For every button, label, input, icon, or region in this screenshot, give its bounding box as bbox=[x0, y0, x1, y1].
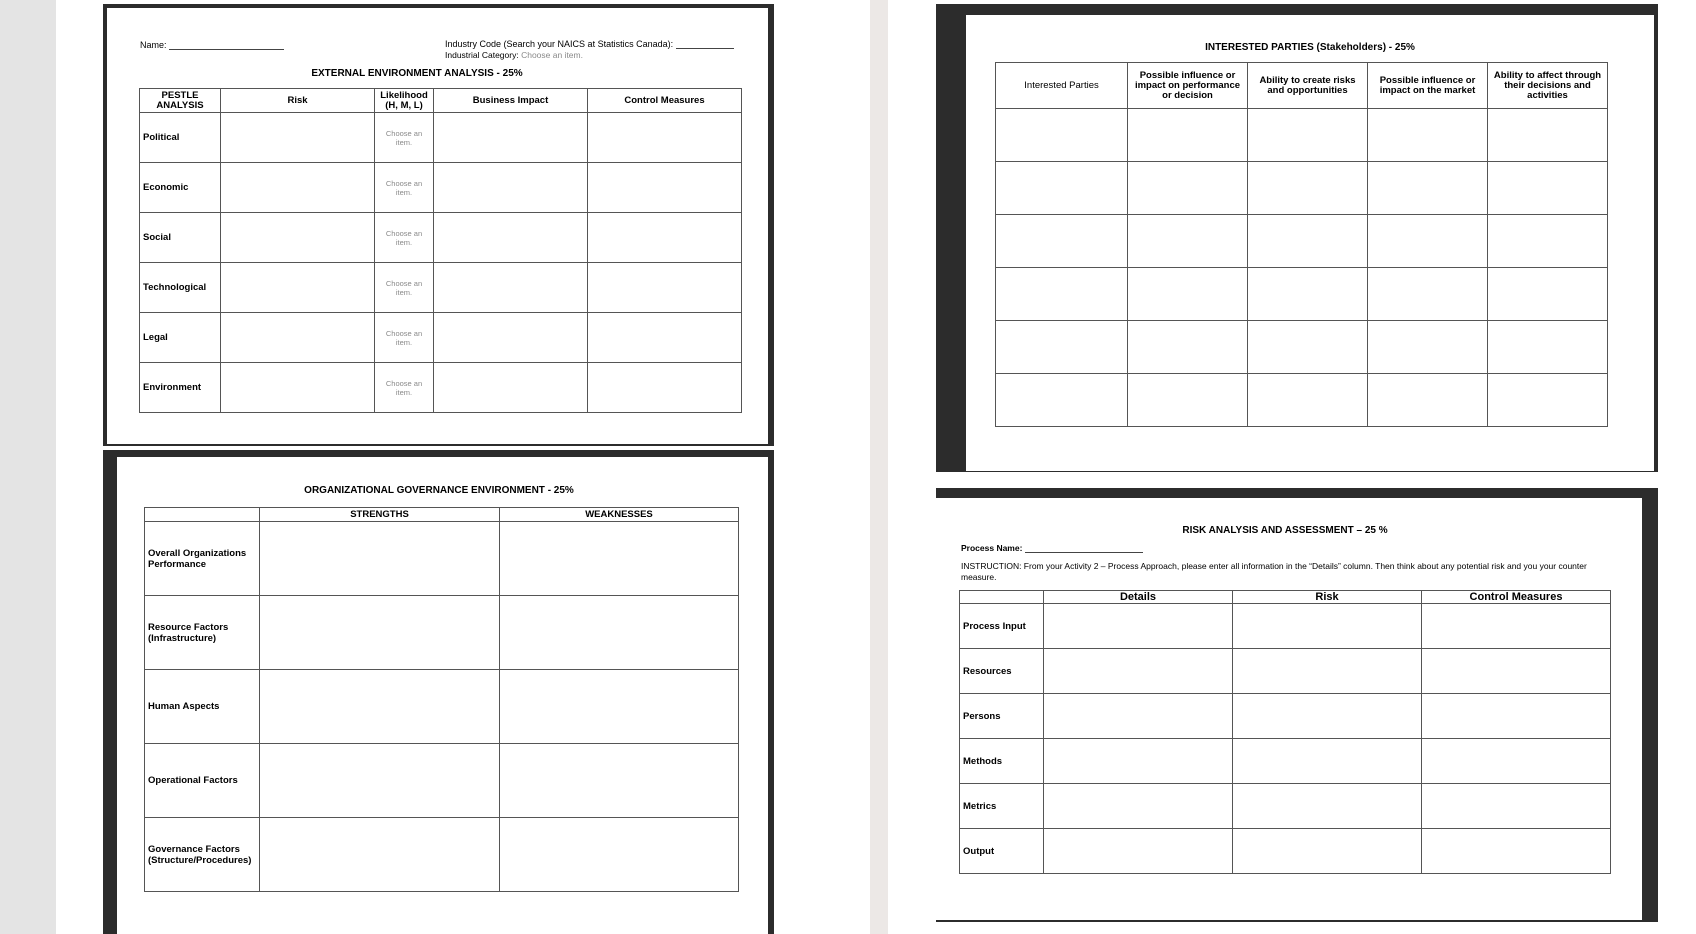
risk-cell[interactable] bbox=[1233, 694, 1422, 739]
table-cell[interactable] bbox=[1368, 109, 1488, 162]
likelihood-dropdown[interactable]: Choose an item. bbox=[375, 213, 434, 263]
col-header: Interested Parties bbox=[996, 63, 1128, 109]
table-cell[interactable] bbox=[1248, 268, 1368, 321]
table-row bbox=[145, 670, 739, 744]
control-cell[interactable] bbox=[588, 313, 742, 363]
col-header-empty bbox=[960, 591, 1044, 604]
likelihood-dropdown[interactable]: Choose an item. bbox=[375, 113, 434, 163]
pestle-table bbox=[139, 88, 742, 413]
weaknesses-cell[interactable] bbox=[500, 522, 739, 596]
page-surface bbox=[966, 15, 1654, 471]
col-header: STRENGTHS bbox=[260, 508, 500, 522]
table-cell[interactable] bbox=[1488, 268, 1608, 321]
table-cell[interactable] bbox=[1248, 374, 1368, 427]
table-row bbox=[996, 374, 1608, 427]
page-interested-parties bbox=[936, 4, 1658, 472]
industrial-category-label: Industrial Category: bbox=[445, 50, 519, 60]
sheet-divider bbox=[870, 0, 888, 934]
table-cell[interactable] bbox=[1248, 321, 1368, 374]
page-organizational-governance bbox=[103, 450, 774, 934]
weaknesses-cell[interactable] bbox=[500, 744, 739, 818]
weaknesses-cell[interactable] bbox=[500, 670, 739, 744]
page-surface bbox=[936, 498, 1642, 920]
details-cell[interactable] bbox=[1044, 649, 1233, 694]
control-cell[interactable] bbox=[1422, 649, 1611, 694]
table-cell[interactable] bbox=[996, 268, 1128, 321]
row-label: Process Input bbox=[960, 604, 1044, 649]
control-cell[interactable] bbox=[588, 263, 742, 313]
strengths-cell[interactable] bbox=[260, 744, 500, 818]
risk-cell[interactable] bbox=[1233, 604, 1422, 649]
table-row bbox=[960, 784, 1611, 829]
table-cell[interactable] bbox=[1368, 215, 1488, 268]
industry-code-field[interactable] bbox=[445, 39, 734, 49]
header-row bbox=[145, 508, 739, 522]
page-title: INTERESTED PARTIES (Stakeholders) - 25% bbox=[1205, 42, 1415, 53]
impact-cell[interactable] bbox=[434, 263, 588, 313]
col-header: WEAKNESSES bbox=[500, 508, 739, 522]
row-label: Operational Factors bbox=[145, 744, 260, 818]
table-row bbox=[960, 694, 1611, 739]
table-row bbox=[960, 829, 1611, 874]
page-title: RISK ANALYSIS AND ASSESSMENT – 25 % bbox=[1182, 525, 1388, 536]
table-cell[interactable] bbox=[1368, 374, 1488, 427]
row-label: Metrics bbox=[960, 784, 1044, 829]
details-cell[interactable] bbox=[1044, 739, 1233, 784]
row-label: Legal bbox=[140, 313, 221, 363]
details-cell[interactable] bbox=[1044, 829, 1233, 874]
table-cell[interactable] bbox=[996, 321, 1128, 374]
name-label: Name: bbox=[140, 40, 167, 50]
table-row bbox=[960, 604, 1611, 649]
control-cell[interactable] bbox=[1422, 829, 1611, 874]
process-name-underline[interactable] bbox=[1025, 552, 1143, 553]
risk-cell[interactable] bbox=[221, 213, 375, 263]
row-label: Human Aspects bbox=[145, 670, 260, 744]
control-cell[interactable] bbox=[588, 363, 742, 413]
name-underline[interactable] bbox=[169, 49, 284, 50]
table-row bbox=[140, 163, 742, 213]
table-cell[interactable] bbox=[1368, 321, 1488, 374]
table-row bbox=[996, 321, 1608, 374]
col-header: Business Impact bbox=[434, 89, 588, 113]
page-title: ORGANIZATIONAL GOVERNANCE ENVIRONMENT - 25% bbox=[304, 485, 574, 496]
risk-cell[interactable] bbox=[1233, 649, 1422, 694]
control-cell[interactable] bbox=[588, 163, 742, 213]
likelihood-dropdown[interactable]: Choose an item. bbox=[375, 163, 434, 213]
row-label: Technological bbox=[140, 263, 221, 313]
table-cell[interactable] bbox=[1248, 162, 1368, 215]
row-label: Output bbox=[960, 829, 1044, 874]
row-label: Methods bbox=[960, 739, 1044, 784]
table-cell[interactable] bbox=[1248, 215, 1368, 268]
col-header: Likelihood (H, M, L) bbox=[375, 89, 434, 113]
table-cell[interactable] bbox=[1248, 109, 1368, 162]
row-label: Overall Organizations Performance bbox=[145, 522, 260, 596]
risk-cell[interactable] bbox=[1233, 829, 1422, 874]
col-header: Possible influence or impact on the market bbox=[1368, 63, 1488, 109]
impact-cell[interactable] bbox=[434, 113, 588, 163]
table-row bbox=[145, 744, 739, 818]
likelihood-dropdown[interactable]: Choose an item. bbox=[375, 363, 434, 413]
col-header: Possible influence or impact on performance or decision bbox=[1128, 63, 1248, 109]
table-row bbox=[996, 215, 1608, 268]
row-label: Social bbox=[140, 213, 221, 263]
table-cell[interactable] bbox=[1368, 268, 1488, 321]
table-cell[interactable] bbox=[996, 109, 1128, 162]
col-header: PESTLE ANALYSIS bbox=[140, 89, 221, 113]
strengths-cell[interactable] bbox=[260, 670, 500, 744]
industrial-category-dropdown[interactable]: Choose an item. bbox=[521, 50, 583, 60]
table-cell[interactable] bbox=[1488, 215, 1608, 268]
risk-assessment-table bbox=[959, 590, 1611, 874]
impact-cell[interactable] bbox=[434, 163, 588, 213]
table-cell[interactable] bbox=[1488, 162, 1608, 215]
control-cell[interactable] bbox=[1422, 694, 1611, 739]
industrial-category-field bbox=[445, 50, 583, 60]
table-row bbox=[140, 313, 742, 363]
page-surface bbox=[117, 457, 768, 934]
risk-cell[interactable] bbox=[221, 163, 375, 213]
strengths-cell[interactable] bbox=[260, 818, 500, 892]
table-cell[interactable] bbox=[996, 215, 1128, 268]
col-header: Control Measures bbox=[1422, 591, 1611, 604]
name-field[interactable] bbox=[140, 40, 284, 50]
control-cell[interactable] bbox=[588, 213, 742, 263]
page-surface bbox=[107, 8, 768, 444]
col-header: Risk bbox=[221, 89, 375, 113]
page-risk-analysis bbox=[936, 488, 1658, 922]
process-name-field[interactable] bbox=[961, 543, 1143, 553]
table-row bbox=[140, 113, 742, 163]
risk-cell[interactable] bbox=[221, 263, 375, 313]
table-cell[interactable] bbox=[996, 162, 1128, 215]
weaknesses-cell[interactable] bbox=[500, 818, 739, 892]
table-cell[interactable] bbox=[1488, 374, 1608, 427]
details-cell[interactable] bbox=[1044, 604, 1233, 649]
header-row bbox=[140, 89, 742, 113]
industry-code-underline[interactable] bbox=[676, 48, 734, 49]
control-cell[interactable] bbox=[588, 113, 742, 163]
details-cell[interactable] bbox=[1044, 694, 1233, 739]
details-cell[interactable] bbox=[1044, 784, 1233, 829]
col-header: Ability to create risks and opportunities bbox=[1248, 63, 1368, 109]
table-cell[interactable] bbox=[1128, 321, 1248, 374]
governance-table bbox=[144, 507, 739, 892]
risk-cell[interactable] bbox=[1233, 739, 1422, 784]
row-label: Governance Factors (Structure/Procedures) bbox=[145, 818, 260, 892]
table-row bbox=[960, 649, 1611, 694]
left-document-sheet bbox=[56, 0, 870, 934]
table-cell[interactable] bbox=[1128, 109, 1248, 162]
control-cell[interactable] bbox=[1422, 784, 1611, 829]
table-row bbox=[140, 363, 742, 413]
table-cell[interactable] bbox=[1368, 162, 1488, 215]
impact-cell[interactable] bbox=[434, 363, 588, 413]
table-cell[interactable] bbox=[1128, 215, 1248, 268]
col-header: Risk bbox=[1233, 591, 1422, 604]
likelihood-dropdown[interactable]: Choose an item. bbox=[375, 313, 434, 363]
row-label: Persons bbox=[960, 694, 1044, 739]
table-cell[interactable] bbox=[1488, 109, 1608, 162]
table-row bbox=[996, 162, 1608, 215]
table-row bbox=[145, 596, 739, 670]
table-row bbox=[145, 522, 739, 596]
strengths-cell[interactable] bbox=[260, 522, 500, 596]
impact-cell[interactable] bbox=[434, 213, 588, 263]
control-cell[interactable] bbox=[1422, 604, 1611, 649]
col-header-empty bbox=[145, 508, 260, 522]
strengths-cell[interactable] bbox=[260, 596, 500, 670]
risk-cell[interactable] bbox=[221, 363, 375, 413]
table-row bbox=[960, 739, 1611, 784]
risk-cell[interactable] bbox=[1233, 784, 1422, 829]
weaknesses-cell[interactable] bbox=[500, 596, 739, 670]
process-name-label: Process Name: bbox=[961, 543, 1023, 553]
col-header: Details bbox=[1044, 591, 1233, 604]
row-label: Economic bbox=[140, 163, 221, 213]
page-title: EXTERNAL ENVIRONMENT ANALYSIS - 25% bbox=[311, 68, 523, 79]
interested-parties-table bbox=[995, 62, 1608, 427]
impact-cell[interactable] bbox=[434, 313, 588, 363]
control-cell[interactable] bbox=[1422, 739, 1611, 784]
table-cell[interactable] bbox=[1488, 321, 1608, 374]
right-document-sheet bbox=[888, 0, 1696, 934]
col-header: Control Measures bbox=[588, 89, 742, 113]
row-label: Resource Factors (Infrastructure) bbox=[145, 596, 260, 670]
row-label: Resources bbox=[960, 649, 1044, 694]
risk-cell[interactable] bbox=[221, 313, 375, 363]
header-row bbox=[960, 591, 1611, 604]
row-label: Environment bbox=[140, 363, 221, 413]
table-row bbox=[145, 818, 739, 892]
instruction-text: INSTRUCTION: From your Activity 2 – Process Approach, please enter all information in the “Details” column. Then think about any potential risk and you your counter measure. bbox=[961, 561, 1587, 582]
page-external-environment bbox=[103, 4, 774, 446]
table-cell[interactable] bbox=[996, 374, 1128, 427]
table-cell[interactable] bbox=[1128, 374, 1248, 427]
table-row bbox=[996, 109, 1608, 162]
table-row bbox=[996, 268, 1608, 321]
col-header: Ability to affect through their decisions and activities bbox=[1488, 63, 1608, 109]
table-row bbox=[140, 263, 742, 313]
likelihood-dropdown[interactable]: Choose an item. bbox=[375, 263, 434, 313]
table-row bbox=[140, 213, 742, 263]
row-label: Political bbox=[140, 113, 221, 163]
risk-cell[interactable] bbox=[221, 113, 375, 163]
industry-code-label: Industry Code (Search your NAICS at Statistics Canada): bbox=[445, 39, 674, 49]
table-cell[interactable] bbox=[1128, 268, 1248, 321]
header-row bbox=[996, 63, 1608, 109]
table-cell[interactable] bbox=[1128, 162, 1248, 215]
